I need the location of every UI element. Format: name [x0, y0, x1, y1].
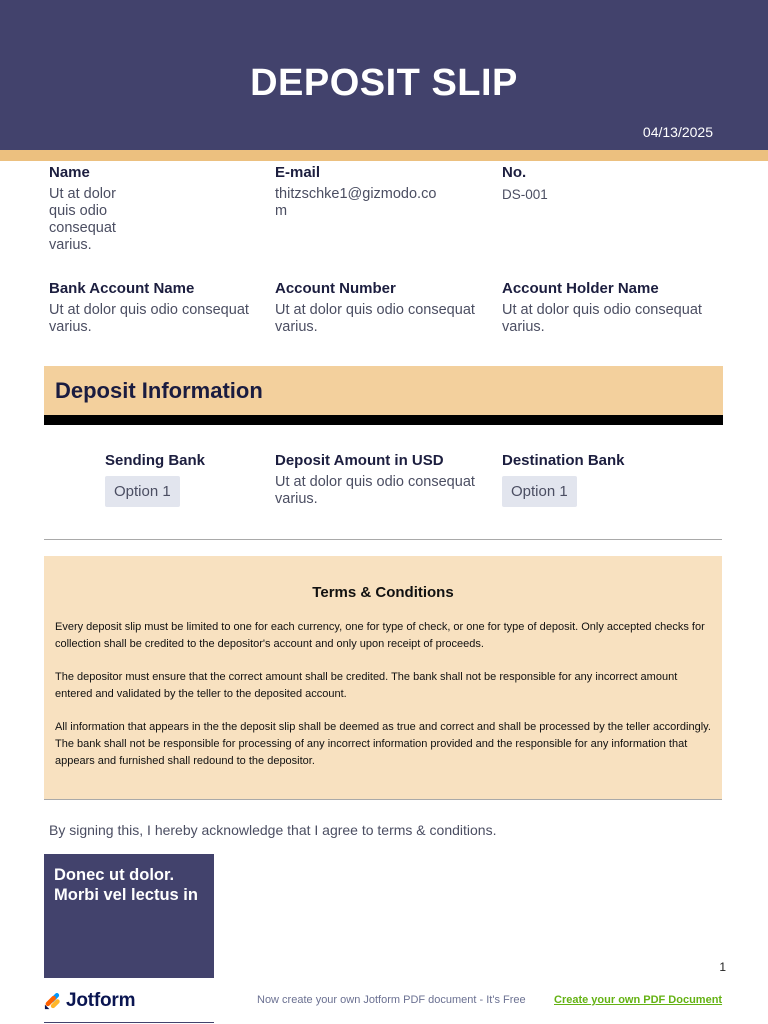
signature-line — [44, 1022, 214, 1023]
document-date: 04/13/2025 — [642, 124, 713, 140]
bank-account-name-field — [49, 280, 271, 336]
number-field — [502, 164, 702, 203]
destination-bank-select[interactable]: Option 1 — [502, 476, 577, 507]
terms-paragraph: The depositor must ensure that the correct amount shall be credited. The bank shall not be responsible for any incorrect amount entered and validated by the teller to the deposited account. — [55, 671, 678, 700]
divider-line — [44, 539, 722, 540]
terms-title: Terms & Conditions — [312, 584, 454, 601]
sending-bank-select[interactable]: Option 1 — [105, 476, 180, 507]
create-pdf-link[interactable]: Create your own PDF Document — [554, 994, 723, 1006]
deposit-amount-field — [275, 452, 497, 508]
account-holder-name-value: Ut at dolor quis odio consequat varius. — [502, 302, 702, 335]
jotform-brand-name: Jotform — [66, 990, 136, 1011]
footer-note: Now create your own Jotform PDF document - It's Free — [257, 994, 526, 1006]
account-holder-name-label: Account Holder Name — [502, 280, 659, 297]
page-number: 1 — [719, 960, 726, 974]
email-value: thitzschke1@gizmodo.com — [275, 186, 437, 219]
terms-paragraph: All information that appears in the the deposit slip shall be deemed as true and correct and shall be processed by the teller accordingly. The bank shall not be responsible for processing of any incorrect information provided and the responsible for any information that appears and furnished shall redound to the depositor. — [55, 721, 711, 767]
acknowledgement-text: By signing this, I hereby acknowledge that I agree to terms & conditions. — [49, 822, 497, 838]
deposit-amount-label: Deposit Amount in USD — [275, 452, 444, 469]
jotform-logo — [44, 990, 135, 1012]
signature-box-text: Donec ut dolor. Morbi vel lectus in — [54, 866, 198, 904]
email-field — [275, 164, 440, 220]
deposit-information-title: Deposit Information — [55, 378, 263, 403]
header-accent-bar — [0, 150, 768, 161]
terms-paragraph: Every deposit slip must be limited to one for each currency, one for type of check, or one for type of deposit. Only accepted checks for collection shall be credited to the depositor's account and only upon receipt of proceeds. — [55, 621, 705, 650]
terms-and-conditions — [44, 556, 722, 799]
number-label: No. — [502, 164, 527, 181]
deposit-amount-value: Ut at dolor quis odio consequat varius. — [275, 474, 475, 507]
number-value: DS-001 — [502, 187, 548, 202]
sending-bank-label: Sending Bank — [105, 452, 206, 469]
account-number-field — [275, 280, 497, 336]
bank-account-name-label: Bank Account Name — [49, 280, 195, 297]
name-field — [49, 164, 129, 254]
account-number-label: Account Number — [275, 280, 396, 297]
name-label: Name — [49, 164, 90, 181]
destination-bank-label: Destination Bank — [502, 452, 625, 469]
deposit-information-header — [44, 366, 723, 415]
jotform-logo-icon — [44, 992, 62, 1010]
sending-bank-field — [105, 452, 265, 507]
page-title: DEPOSIT SLIP — [250, 62, 518, 104]
section-divider-bar — [44, 415, 723, 425]
email-label: E-mail — [275, 164, 321, 181]
name-value: Ut at dolor quis odio consequat varius. — [49, 186, 116, 253]
bank-account-name-value: Ut at dolor quis odio consequat varius. — [49, 302, 249, 335]
page-header — [0, 0, 768, 150]
terms-bottom-line — [44, 799, 722, 800]
account-holder-name-field — [502, 280, 724, 336]
signature-box[interactable] — [44, 854, 214, 978]
account-number-value: Ut at dolor quis odio consequat varius. — [275, 302, 475, 335]
destination-bank-field — [502, 452, 702, 507]
